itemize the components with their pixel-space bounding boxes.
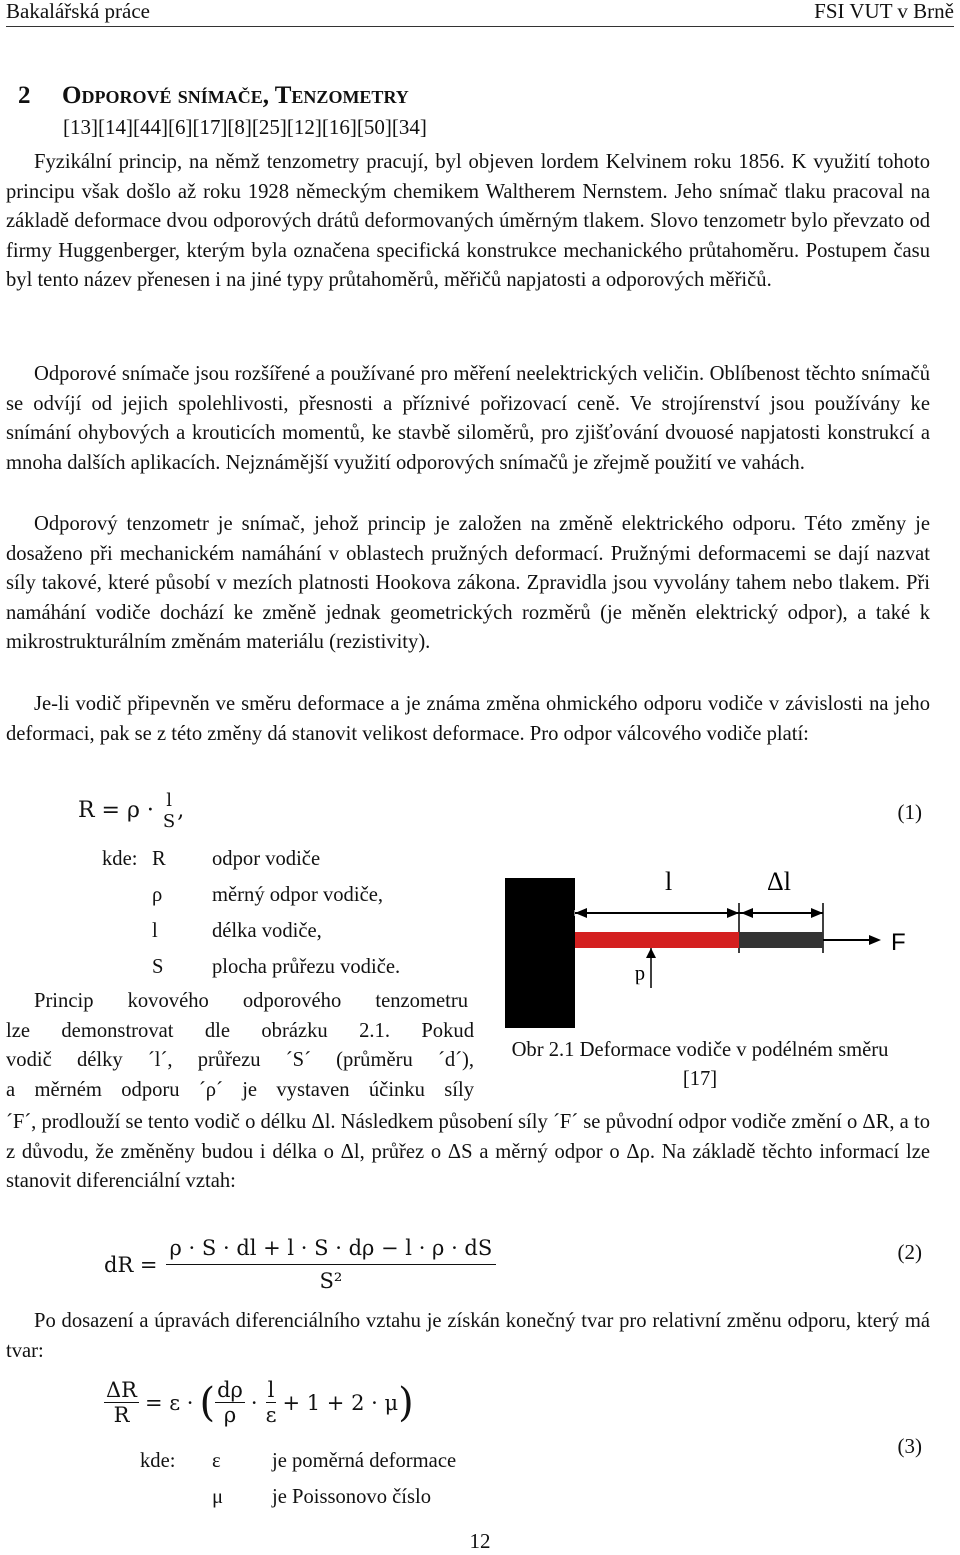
where-description: odpor vodiče <box>212 848 321 870</box>
chapter-references: [13][14][44][6][17][8][25][12][16][50][34] <box>63 115 427 139</box>
page-number: 12 <box>469 1529 491 1553</box>
paragraph-4: Je-li vodič připevněn ve směru deformace a je známa změna ohmického odporu vodiče v závislosti na jeho deformaci, pak se z této změny dá stanovit velikost deformace. Pro odpor válcového vodiče platí: <box>6 693 930 745</box>
header-left: Bakalářská práce <box>6 0 150 23</box>
where-symbol: l <box>152 920 158 942</box>
paragraph-1: Fyzikální princip, na němž tenzometry pracují, byl objeven lordem Kelvinem roku 1856. K využití tohoto principu však došlo až roku 1928 německým chemikem Waltherem Nernstem. Jeho snímač tlaku pracoval na základě deformace dvou odporových drátů deformovaných úměrným tlakem. Slovo tenzometr bylo převzato od firmy Huggenberger, kterým byla označena specifická konstrukce mechanického průtahoměru. Postupem času byl tento název přenesen i na jiné typy průtahoměrů, měřičů napjatosti a odporových měřičů. <box>6 151 930 291</box>
where-label: kde: <box>140 1450 176 1472</box>
where-symbol: R <box>152 848 166 870</box>
where-symbol: ε <box>212 1450 221 1472</box>
paragraph-5-line: lze demonstrovat dle obrázku 2.1. Pokud <box>6 1020 474 1042</box>
conductor-extension <box>739 932 823 948</box>
where-description: délka vodiče, <box>212 920 322 942</box>
figure-caption: Obr 2.1 Deformace vodiče v podélném směru [17] <box>511 1039 889 1090</box>
paragraph-5-line: Princip kovového odporového tenzometru <box>34 990 468 1012</box>
paragraph-5-line: a měrném odporu ´ρ´ je vystaven účinku síly <box>6 1079 474 1101</box>
paragraph-6: Po dosazení a úpravách diferenciálního vztahu je získán konečný tvar pro relativní změnu odporu, který má tvar: <box>6 1310 930 1362</box>
where-symbol: μ <box>212 1486 224 1508</box>
equation-3: $\frac{\Delta R}{R}$ = ε · ( $\frac{d\rho}{\rho}$ · $\frac{l}{\varepsilon}$ + 1 + 2 · μ ) <box>106 1378 414 1427</box>
header-right: FSI VUT v Brně <box>814 0 954 23</box>
page-header <box>6 0 954 27</box>
equation-3-label: (3) <box>897 1434 922 1458</box>
equation-1-label: (1) <box>897 800 922 824</box>
equation-1: R = ρ · l S , <box>78 790 185 832</box>
chapter-number: 2 <box>18 82 31 109</box>
equation-2-label: (2) <box>897 1240 922 1264</box>
label-d: d <box>635 965 645 987</box>
where-label: kde: <box>102 848 138 870</box>
where-symbol: S <box>152 956 164 978</box>
chapter-heading <box>18 82 409 110</box>
paragraph-5-line: vodič délky ´l´, průřezu ´S´ (průměru ´d´), <box>6 1049 474 1071</box>
equation-2: dR = $\frac{\rho \cdot S \cdot dl + l \cdot S \cdot d\rho - l \cdot \rho \cdot dS}{\text{S²}}$ <box>104 1236 496 1293</box>
paragraph-2: Odporové snímače jsou rozšířené a používané pro měření neelektrických veličin. Oblíbenost těchto snímačů se odvíjí od jejich spolehlivosti, přesnosti a příznivé pořizovací ceně. Ve strojírenství jsou používány ke snímání ohybových a krouticích momentů, ke stavbě siloměrů, pro zjišťování dvouosé napjatosti konstrukcí a mnoha dalších aplikacích. Nejznámější využití odporových snímačů je zřejmě použití ve vahách. <box>6 363 930 474</box>
conductor-original <box>575 932 739 948</box>
where-description: měrný odpor vodiče, <box>212 884 383 906</box>
figure-conductor-deformation <box>505 858 925 1028</box>
where-description: je poměrná deformace <box>272 1450 457 1472</box>
where-description: je Poissonovo číslo <box>272 1486 432 1508</box>
where-symbol: ρ <box>152 884 163 906</box>
paragraph-3: Odporový tenzometr je snímač, jehož princip je založen na změně elektrického odporu. Této změny je dosaženo při mechanickém namáhání v oblastech pružných deformací. Pružnými deformacemi se dají nazvat síly takové, které působí v mezích platnosti Hookova zákona. Zpravidla jsou vyvolány tahem nebo tlakem. Při namáhání vodiče dochází ke změně jednak geometrických rozměrů (je měněn elektrický odpor), a také k mikrostrukturálním změnám materiálu (rezistivity). <box>6 513 930 653</box>
label-delta-l: Δl <box>767 867 791 896</box>
chapter-title: Odporové snímače, Tenzometry <box>62 82 409 109</box>
label-F: F <box>891 929 906 956</box>
fixed-wall <box>505 878 575 1028</box>
where-description: plocha průřezu vodiče. <box>212 956 401 978</box>
label-l: l <box>665 867 673 896</box>
paragraph-5-rest: ´F´, prodlouží se tento vodič o délku Δl. Následkem působení síly ´F´ se původní odpor vodiče změní o ΔR, a to z důvodu, že změněny budou i délka o Δl, průřez o ΔS a měrný odpor o Δρ. Na základě těchto informací lze stanovit diferenciální vztah: <box>6 1111 930 1192</box>
